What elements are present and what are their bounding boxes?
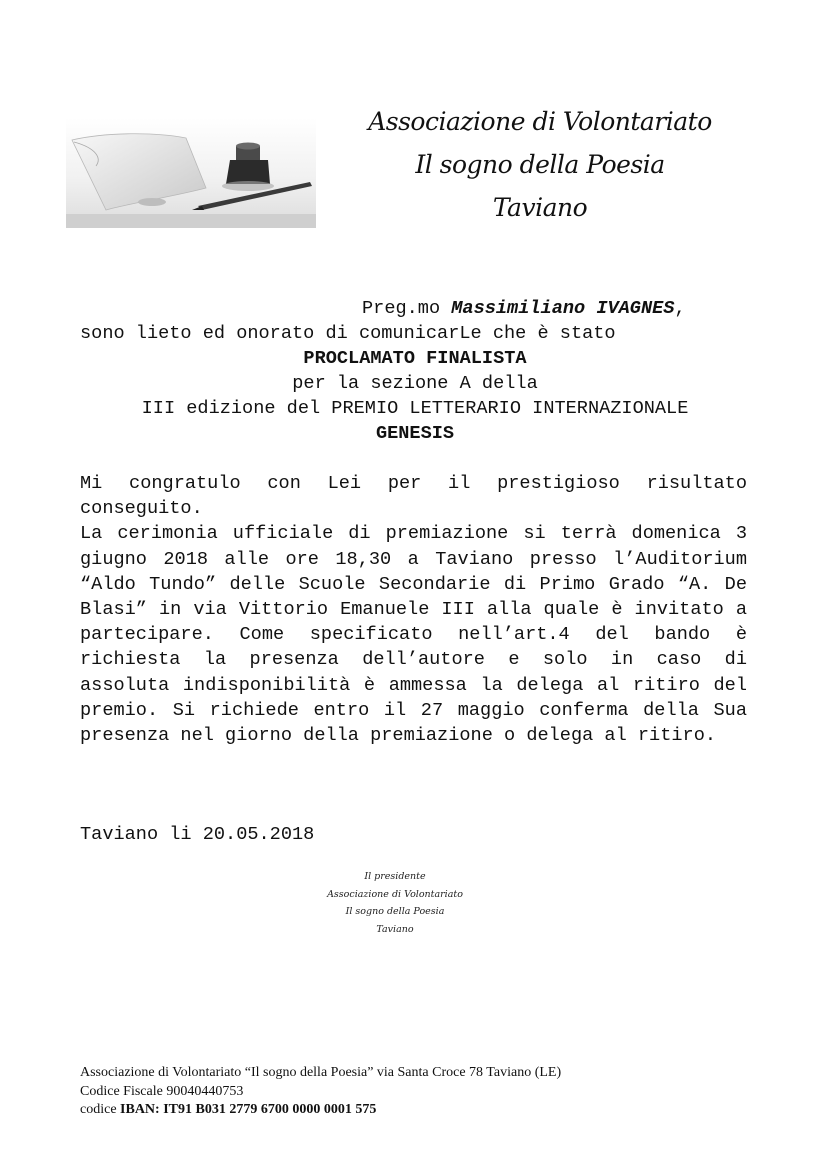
footer-address: Associazione di Volontariato “Il sogno della Poesia” via Santa Croce 78 Taviano (LE): [80, 1065, 562, 1080]
signature-association-name: Il sogno della Poesia: [345, 906, 445, 917]
signature-association: Associazione di Volontariato: [327, 888, 463, 900]
salutation-prefix: Preg.mo: [362, 298, 452, 319]
greeting-block: [80, 296, 750, 446]
iban-label: IBAN:: [120, 1102, 164, 1117]
footer-fiscal-code-line: [80, 1083, 740, 1102]
iban-prefix: codice: [80, 1102, 121, 1117]
signature-block: [300, 868, 490, 938]
salutation-comma: ,: [674, 298, 686, 319]
iban-value: IT91 B031 2779 6700 0000 0001 575: [163, 1102, 377, 1117]
announcement-line: sono lieto ed onorato di comunicarLe che è stato: [80, 323, 616, 344]
footer-iban-line: [80, 1101, 740, 1120]
association-heading: [330, 100, 750, 229]
edition-line: III edizione del PREMIO LETTERARIO INTERNAZIONALE: [141, 398, 689, 419]
association-name: Associazione di Volontariato: [368, 107, 712, 136]
fiscal-code-value: 90040440753: [166, 1083, 244, 1099]
recipient-name: Massimiliano IVAGNES: [451, 298, 675, 319]
fiscal-code-label: Codice Fiscale: [80, 1083, 167, 1099]
salutation-line: [80, 296, 750, 321]
signature-town: Taviano: [376, 923, 414, 935]
letter-date: Taviano li 20.05.2018: [80, 824, 315, 845]
letter-body: [80, 471, 747, 748]
section-line: per la sezione A della: [292, 373, 538, 394]
association-town: Taviano: [492, 193, 588, 222]
finalist-heading: PROCLAMATO FINALISTA: [303, 348, 527, 369]
signature-title: Il presidente: [364, 871, 426, 882]
association-subtitle: Il sogno della Poesia: [415, 150, 665, 179]
footer: [80, 1064, 740, 1120]
scroll-quill-inkwell-illustration: [66, 118, 316, 228]
ceremony-paragraph: La cerimonia ufficiale di premiazione si terrà domenica 3 giugno 2018 alle ore 18,30 a Taviano presso l’Auditorium “Aldo Tundo” delle Scuole Secondarie di Primo Grado “A. De Blasi” in via Vittorio Emanuele III alla quale è invitato a partecipare. Come specificato nell’art.4 del bando è richiesta la presenza dell’autore e solo in caso di assoluta indisponibilità è ammessa la delega al ritiro del premio. Si richiede entro il 27 maggio conferma della Sua presenza nel giorno della premiazione o delega al ritiro.: [80, 523, 747, 747]
prize-name: GENESIS: [375, 423, 455, 444]
congratulations-paragraph: Mi congratulo con Lei per il prestigioso risultato conseguito.: [80, 473, 747, 520]
